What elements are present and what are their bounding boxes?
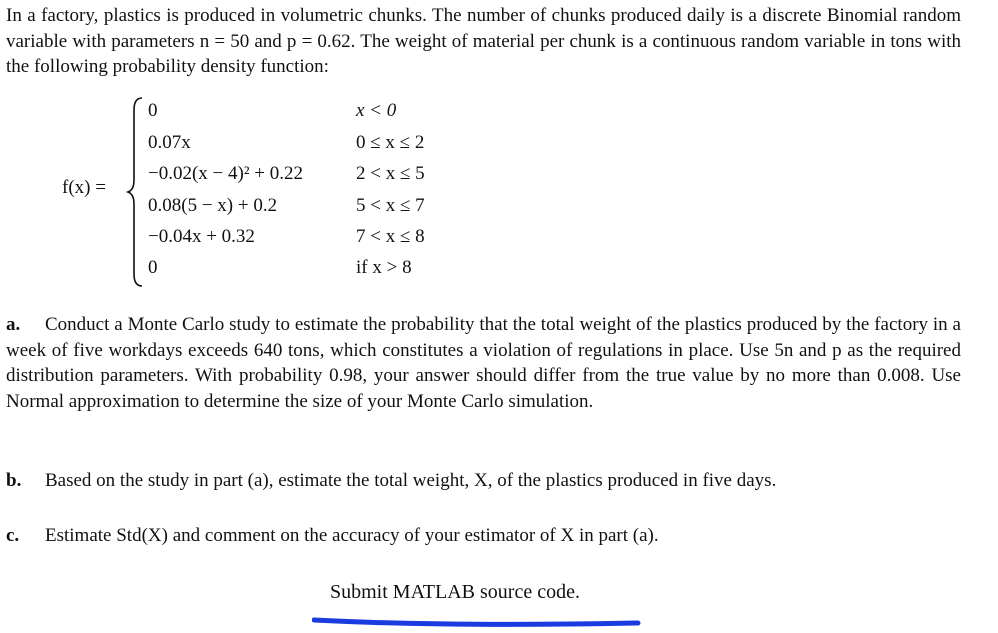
part-label: c.	[6, 525, 20, 546]
part-text: Estimate Std(X) and comment on the accuracy of your estimator of X in part (a).	[45, 525, 659, 546]
case-expression: −0.02(x − 4)² + 0.22	[148, 163, 303, 184]
case-expression: 0.08(5 − x) + 0.2	[148, 195, 278, 216]
case-expression: 0	[148, 100, 158, 121]
pdf-case-row	[0, 226, 998, 256]
part-label: a.	[6, 314, 21, 335]
pdf-case-row	[0, 100, 998, 130]
case-expression: 0.07x	[148, 132, 191, 153]
handwritten-underline	[312, 614, 642, 630]
case-condition: 7 < x ≤ 8	[356, 226, 425, 247]
case-condition: 2 < x ≤ 5	[356, 163, 425, 184]
part-text: Based on the study in part (a), estimate the total weight, X, of the plastics produced in five days.	[45, 470, 777, 491]
pdf-case-row	[0, 132, 998, 162]
question-part-c	[6, 523, 961, 549]
pdf-label: f(x) =	[62, 177, 106, 198]
case-condition: 0 ≤ x ≤ 2	[356, 132, 425, 153]
submission-instruction: Submit MATLAB source code.	[330, 581, 580, 603]
pdf-case-row	[0, 195, 998, 225]
case-condition: x < 0	[356, 100, 397, 121]
question-part-a	[6, 312, 961, 414]
case-expression: 0	[148, 257, 158, 278]
part-label: b.	[6, 470, 22, 491]
pdf-case-row	[0, 163, 998, 193]
problem-intro: In a factory, plastics is produced in volumetric chunks. The number of chunks produced daily is a discrete Binomial random variable with parameters n = 50 and p = 0.62. The weight of material per chunk is a continuous random variable in tons with the following probability density function:	[6, 5, 961, 77]
part-text: Conduct a Monte Carlo study to estimate the probability that the total weight of the plastics produced by the factory in a week of five workdays exceeds 640 tons, which constitutes a violation of regulations in place. Use 5n and p as the required distribution parameters. With probability 0.98, your answer should differ from the true value by no more than 0.008. Use Normal approximation to determine the size of your Monte Carlo simulation.	[6, 314, 961, 412]
question-part-b	[6, 468, 961, 494]
case-expression: −0.04x + 0.32	[148, 226, 255, 247]
case-condition: if x > 8	[356, 257, 412, 278]
case-condition: 5 < x ≤ 7	[356, 195, 425, 216]
pdf-case-row	[0, 257, 998, 287]
